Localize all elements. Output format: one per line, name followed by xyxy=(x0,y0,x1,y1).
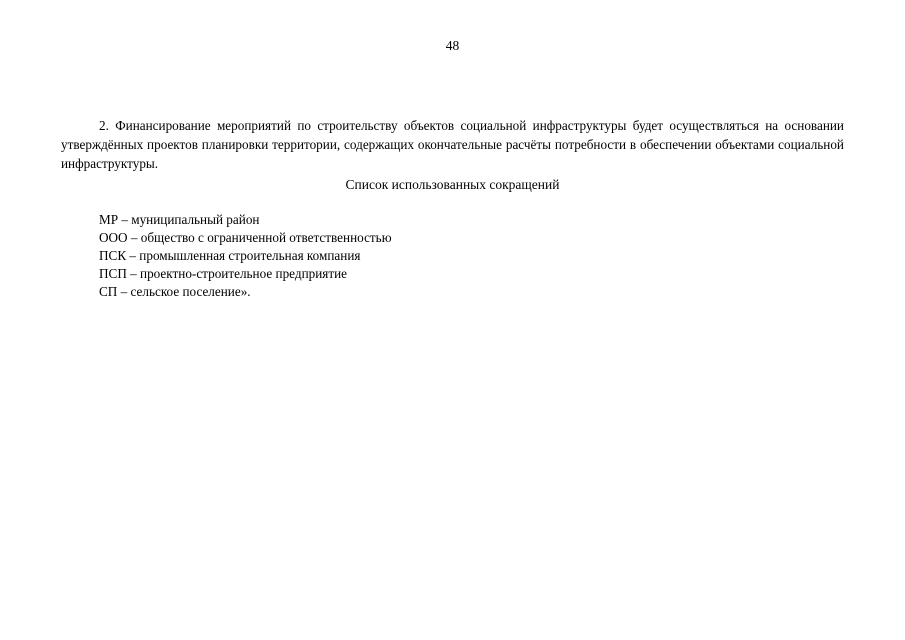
abbreviation-item: ООО – общество с ограниченной ответственностью xyxy=(99,230,392,245)
financing-paragraph: 2. Финансирование мероприятий по строительству объектов социальной инфраструктуры будет осуществляться на основании утверждённых проектов планировки территории, содержащих окончательные расчёты потребности в обеспечении объектами социальной инфраструктуры. xyxy=(61,118,844,172)
abbreviation-item: МР – муниципальный район xyxy=(99,212,260,227)
abbreviation-item: ПСК – промышленная строительная компания xyxy=(99,248,361,263)
abbreviations-list xyxy=(99,211,392,301)
abbreviations-title: Список использованных сокращений xyxy=(345,177,560,192)
page-number: 48 xyxy=(445,38,460,53)
abbreviation-item: СП – сельское поселение». xyxy=(99,284,251,299)
abbreviation-item: ПСП – проектно-строительное предприятие xyxy=(99,266,348,281)
